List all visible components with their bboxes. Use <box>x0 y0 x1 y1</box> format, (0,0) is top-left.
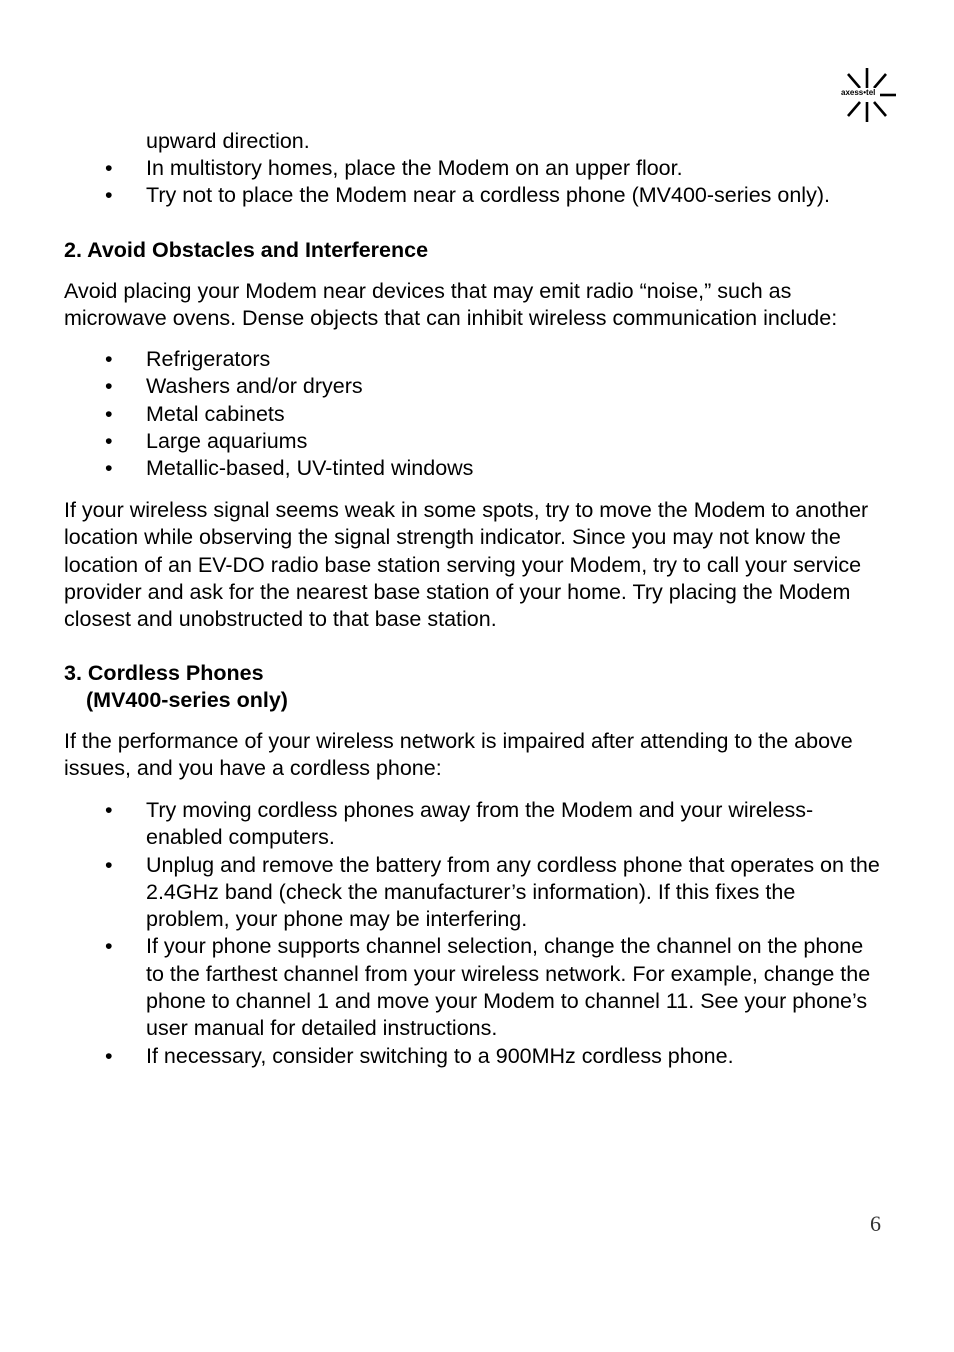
section-3-heading-line-1: 3. Cordless Phones <box>64 661 264 685</box>
intro-bullet-list <box>0 155 884 210</box>
section-2-paragraph-2: If your wireless signal seems weak in some spots, try to move the Modem to another location while observing the signal strength indicator. Since you may not know the location of an EV-DO radio base station serving your Modem, try to call your service provider and ask for the nearest base station of your home. Try placing the Modem closest and unobstructed to that base station. <box>64 498 869 632</box>
list-item: • Washers and/or dryers <box>0 373 884 400</box>
list-item: • Large aquariums <box>0 428 884 455</box>
list-item: • Refrigerators <box>0 346 884 373</box>
bullet-icon: • <box>105 183 113 208</box>
bullet-icon: • <box>105 156 113 180</box>
bullet-icon: • <box>105 456 113 481</box>
logo-text: axess•tel <box>841 88 876 97</box>
obstacles-bullet-list <box>0 346 884 482</box>
list-item: • Try moving cordless phones away from the Modem and your wireless-enabled computers. <box>105 798 814 850</box>
bullet-icon: • <box>105 374 113 399</box>
section-3-heading-line-2: (MV400-series only) <box>86 688 288 713</box>
continuation-line: upward direction. <box>146 129 310 153</box>
company-logo <box>836 64 898 126</box>
list-item: • If your phone supports channel selection, change the channel on the phone to the farthest channel from your wireless network. For example, change the phone to channel 1 and move your Modem to channel 11. See your phone’s user manual for detailed instructions. <box>105 934 871 1041</box>
section-3-heading <box>64 660 894 715</box>
list-item: • Metal cabinets <box>0 401 884 428</box>
list-item: • Try not to place the Modem near a cordless phone (MV400-series only). <box>0 182 884 209</box>
cordless-bullet-list <box>0 797 884 1070</box>
bullet-icon: • <box>105 347 113 371</box>
bullet-icon: • <box>105 401 113 426</box>
section-2-heading: 2. Avoid Obstacles and Interference <box>64 238 429 262</box>
bullet-icon: • <box>105 428 113 453</box>
bullet-icon: • <box>105 1043 113 1068</box>
list-item: • Metallic-based, UV-tinted windows <box>0 455 884 482</box>
section-3-paragraph: If the performance of your wireless network is impaired after attending to the above issues, and you have a cordless phone: <box>64 729 853 781</box>
bullet-icon: • <box>105 798 113 822</box>
bullet-icon: • <box>105 934 113 959</box>
list-item: • Unplug and remove the battery from any cordless phone that operates on the 2.4GHz band (check the manufacturer’s information). If this fixes the problem, your phone may be interfering. <box>105 852 880 932</box>
section-2-paragraph: Avoid placing your Modem near devices that may emit radio “noise,” such as microwave ovens. Dense objects that can inhibit wireless communication include: <box>64 279 838 331</box>
bullet-icon: • <box>105 852 113 877</box>
list-item: • If necessary, consider switching to a 900MHz cordless phone. <box>0 1043 884 1070</box>
list-item: • In multistory homes, place the Modem on an upper floor. <box>0 155 884 182</box>
page-number: 6 <box>870 1211 881 1236</box>
